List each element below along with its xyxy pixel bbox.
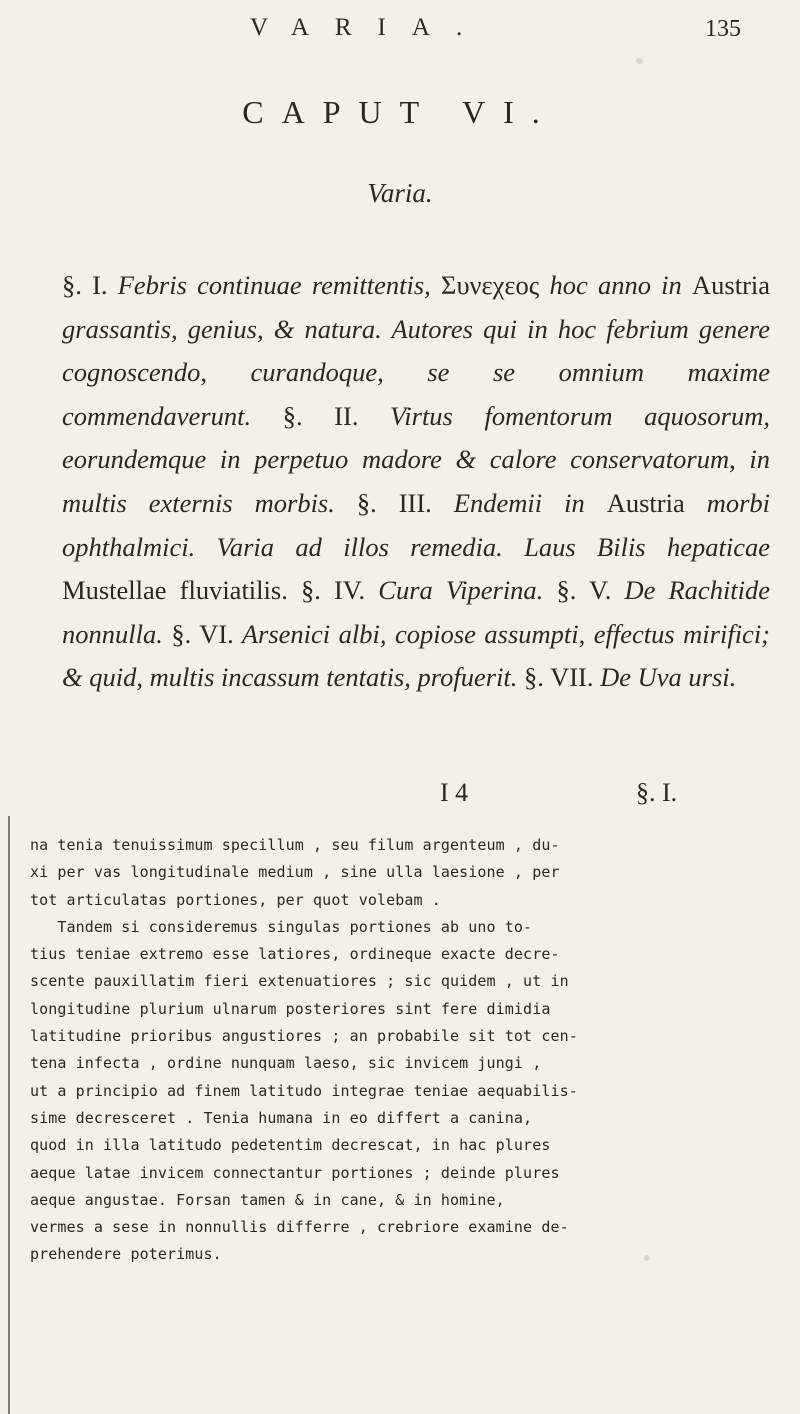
section-mark-6: §. VI. — [171, 618, 234, 649]
summary-s3-roman: Mustellae fluviatilis. — [62, 575, 288, 606]
body-line: aeque latae invicem connectantur portiones ; deinde plures — [30, 1163, 560, 1182]
body-line: latitudine prioribus angustiores ; an probabile sit tot cen- — [30, 1027, 578, 1046]
summary-s6: Arsenici albi, copiose assumpti, effectus mirifici; & quid, multis incassum tentatis, profuerit. — [62, 618, 771, 693]
section-mark-3: §. III. — [356, 487, 432, 518]
summary-s5: De Rachitide nonnulla. — [62, 575, 771, 649]
body-line: ut a principio ad finem latitudo integrae teniae aequabilis- — [30, 1081, 578, 1100]
ink-spot — [644, 1255, 650, 1261]
left-margin-rule — [8, 816, 10, 1414]
summary-s1-place: Austria — [692, 270, 771, 300]
section-marker: §. I. — [636, 778, 678, 807]
summary-s1-greek: Συνεχεος — [441, 270, 540, 300]
ink-spot — [636, 58, 643, 64]
summary-s3-a: Endemii in — [453, 487, 585, 518]
body-line: na tenia tenuissimum specillum , seu filum argenteum , du- — [30, 836, 560, 854]
summary-s2: Virtus fomentorum aquosorum, eorundemque in perpetuo madore & calore conservatorum, in multis externis morbis. — [62, 400, 770, 518]
body-line: aeque angustae. Forsan tamen & in cane, & in homine, — [30, 1190, 505, 1209]
summary-s3-place: Austria — [606, 487, 685, 518]
section-mark-2: §. II. — [282, 400, 359, 431]
summary-s1-b: hoc anno in — [549, 270, 682, 300]
body-line: xi per vas longitudinale medium , sine ulla laesione , per — [30, 863, 560, 882]
body-line: tius teniae extremo esse latiores, ordineque exacte decre- — [30, 945, 560, 964]
chapter-summary — [62, 264, 770, 700]
summary-s1-a: Febris continuae remittentis, — [117, 270, 431, 300]
body-line: quod in illa latitudo pedetentim decrescat, in hac plures — [30, 1136, 551, 1155]
summary-s4: Cura Viperina. — [378, 575, 544, 606]
chapter-heading: CAPUT VI. — [242, 94, 558, 130]
section-mark-5: §. V. — [556, 575, 612, 606]
running-title: VARIA. — [250, 14, 489, 41]
summary-s3-b: morbi ophthalmici. Varia ad illos remedia. Laus Bilis hepaticae — [62, 487, 771, 562]
section-mark-1: §. I. — [62, 270, 108, 300]
body-line: sime decresceret . Tenia humana in eo differt a canina, — [30, 1108, 533, 1127]
summary-s1-c: grassantis, genius, & natura. Autores qui in hoc febrium genere cognoscendo, curandoque, se se omnium maxime commendaverunt. — [62, 313, 770, 431]
summary-s7: De Uva ursi. — [600, 662, 737, 693]
printer-signature: I 4 — [440, 778, 469, 807]
section-mark-7: §. VII. — [524, 662, 594, 693]
running-head — [0, 14, 800, 54]
body-line: tena infecta , ordine nunquam laeso, sic invicem jungi , — [30, 1054, 542, 1073]
page-number: 135 — [705, 16, 741, 42]
signature-line — [0, 778, 800, 814]
body-line: longitudine plurium ulnarum posteriores sint fere dimidia — [30, 999, 551, 1018]
body-line: vermes a sese in nonnullis differre , crebriore examine de- — [30, 1218, 569, 1237]
body-line: prehendere poterimus. — [30, 1245, 222, 1264]
body-text — [30, 832, 765, 1269]
chapter-subtitle: Varia. — [367, 178, 433, 208]
body-line: Tandem si consideremus singulas portiones ab uno to- — [30, 917, 533, 936]
body-line: tot articulatas portiones, per quot volebam . — [30, 890, 441, 909]
body-line: scente pauxillatim fieri extenuatiores ; sic quidem , ut in — [30, 972, 569, 991]
section-mark-4: §. IV. — [300, 575, 366, 606]
